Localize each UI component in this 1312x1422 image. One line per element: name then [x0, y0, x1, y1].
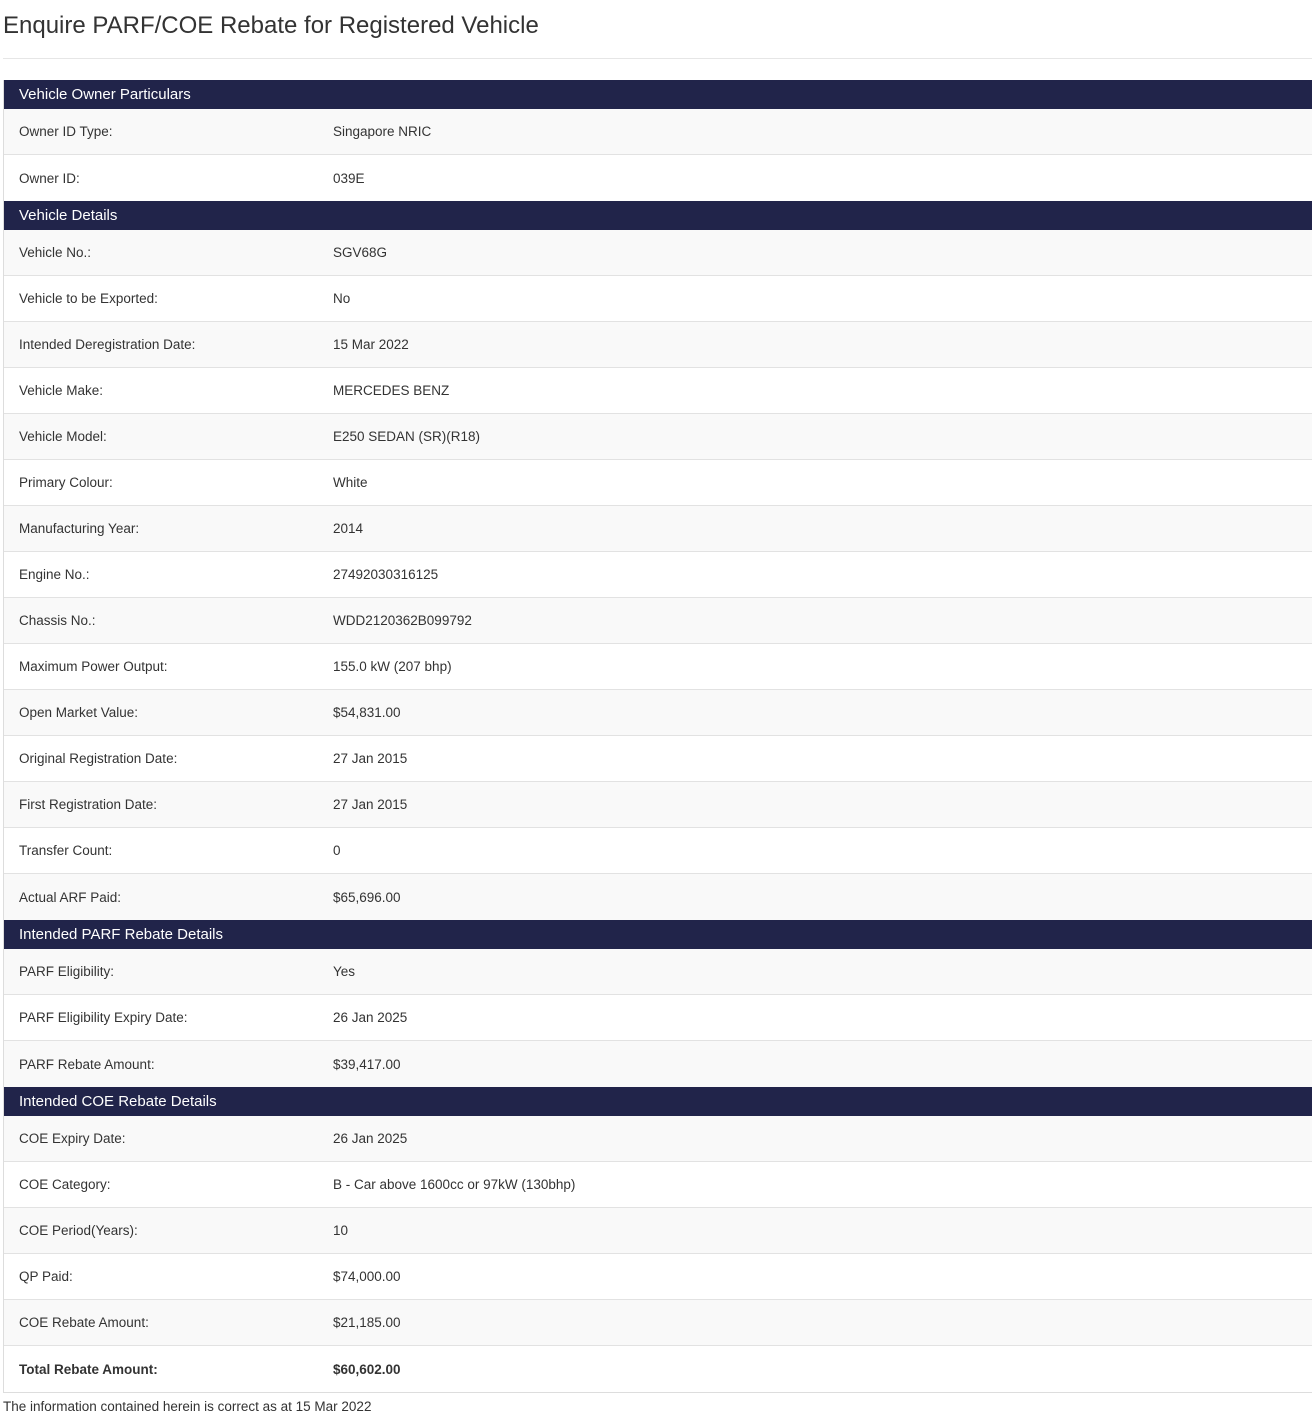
field-value: 15 Mar 2022 — [333, 337, 409, 352]
field-value: WDD2120362B099792 — [333, 613, 472, 628]
field-value: White — [333, 475, 368, 490]
detail-row — [4, 995, 1312, 1041]
detail-row — [4, 1041, 1312, 1087]
detail-row — [4, 690, 1312, 736]
section-intended-parf-rebate-details — [4, 920, 1312, 1087]
field-label: Vehicle Model: — [19, 429, 107, 444]
detail-row — [4, 506, 1312, 552]
field-value: 26 Jan 2025 — [333, 1131, 408, 1146]
field-value: 27 Jan 2015 — [333, 797, 408, 812]
field-value: Yes — [333, 964, 356, 979]
field-label: Chassis No.: — [19, 613, 96, 628]
field-value: Singapore NRIC — [333, 124, 432, 139]
field-label: Engine No.: — [19, 567, 90, 582]
field-label: Primary Colour: — [19, 475, 113, 490]
field-label: Maximum Power Output: — [19, 659, 168, 674]
field-value: $65,696.00 — [333, 889, 401, 905]
field-label: Intended Deregistration Date: — [19, 337, 196, 352]
section-vehicle-details — [4, 201, 1312, 920]
detail-row — [4, 276, 1312, 322]
section-vehicle-owner-particulars — [4, 80, 1312, 201]
field-value: 2014 — [333, 521, 364, 536]
detail-row — [4, 874, 1312, 920]
field-value: No — [333, 291, 351, 306]
field-value: $54,831.00 — [333, 705, 401, 720]
page-title: Enquire PARF/COE Rebate for Registered Vehicle — [3, 12, 539, 39]
field-value: E250 SEDAN (SR)(R18) — [333, 429, 481, 444]
field-label: QP Paid: — [19, 1269, 73, 1284]
field-label: Actual ARF Paid: — [19, 889, 122, 905]
field-value: 27 Jan 2015 — [333, 751, 408, 766]
field-value: $74,000.00 — [333, 1269, 401, 1284]
section-intended-coe-rebate-details — [4, 1087, 1312, 1392]
detail-row — [4, 230, 1312, 276]
detail-row — [4, 109, 1312, 155]
field-label: Transfer Count: — [19, 843, 113, 858]
field-value: 27492030316125 — [333, 567, 439, 582]
field-label: Vehicle No.: — [19, 245, 92, 260]
field-value: $21,185.00 — [333, 1315, 401, 1330]
field-label: PARF Eligibility Expiry Date: — [19, 1010, 188, 1025]
detail-row — [4, 598, 1312, 644]
field-label: COE Period(Years): — [19, 1223, 138, 1238]
field-label: PARF Eligibility: — [19, 964, 115, 979]
field-value: MERCEDES BENZ — [333, 383, 450, 398]
field-label: COE Category: — [19, 1177, 111, 1192]
detail-row — [4, 1208, 1312, 1254]
detail-row — [4, 552, 1312, 598]
rebate-details-panel — [3, 80, 1312, 1393]
detail-row — [4, 949, 1312, 995]
detail-row — [4, 1300, 1312, 1346]
detail-row — [4, 368, 1312, 414]
detail-row — [4, 1116, 1312, 1162]
detail-row — [4, 155, 1312, 201]
detail-row — [4, 644, 1312, 690]
detail-row — [4, 1254, 1312, 1300]
field-value: B - Car above 1600cc or 97kW (130bhp) — [333, 1177, 576, 1192]
detail-row — [4, 1346, 1312, 1392]
field-value: $39,417.00 — [333, 1056, 401, 1072]
field-label: COE Expiry Date: — [19, 1131, 126, 1146]
field-label: Owner ID: — [19, 170, 80, 186]
field-value: 26 Jan 2025 — [333, 1010, 408, 1025]
section-header: Vehicle Details — [4, 201, 1312, 230]
info-correct-as-at-note: The information contained herein is correct as at 15 Mar 2022 — [3, 1399, 372, 1414]
detail-row — [4, 460, 1312, 506]
field-value: SGV68G — [333, 245, 388, 260]
detail-row — [4, 414, 1312, 460]
field-label: Manufacturing Year: — [19, 521, 140, 536]
field-value: 039E — [333, 170, 365, 186]
field-label: Owner ID Type: — [19, 124, 113, 139]
detail-row — [4, 782, 1312, 828]
section-header: Intended COE Rebate Details — [4, 1087, 1312, 1116]
field-label: First Registration Date: — [19, 797, 158, 812]
title-divider — [3, 58, 1312, 59]
field-label: Vehicle to be Exported: — [19, 291, 158, 306]
field-label: Vehicle Make: — [19, 383, 104, 398]
field-value: $60,602.00 — [333, 1361, 401, 1377]
detail-row — [4, 322, 1312, 368]
field-value: 0 — [333, 843, 341, 858]
field-label: Total Rebate Amount: — [19, 1361, 158, 1377]
field-value: 10 — [333, 1223, 349, 1238]
field-label: COE Rebate Amount: — [19, 1315, 149, 1330]
detail-row — [4, 736, 1312, 782]
section-header: Intended PARF Rebate Details — [4, 920, 1312, 949]
field-label: Open Market Value: — [19, 705, 139, 720]
section-header: Vehicle Owner Particulars — [4, 80, 1312, 109]
field-label: Original Registration Date: — [19, 751, 178, 766]
field-label: PARF Rebate Amount: — [19, 1056, 155, 1072]
detail-row — [4, 828, 1312, 874]
detail-row — [4, 1162, 1312, 1208]
field-value: 155.0 kW (207 bhp) — [333, 659, 452, 674]
